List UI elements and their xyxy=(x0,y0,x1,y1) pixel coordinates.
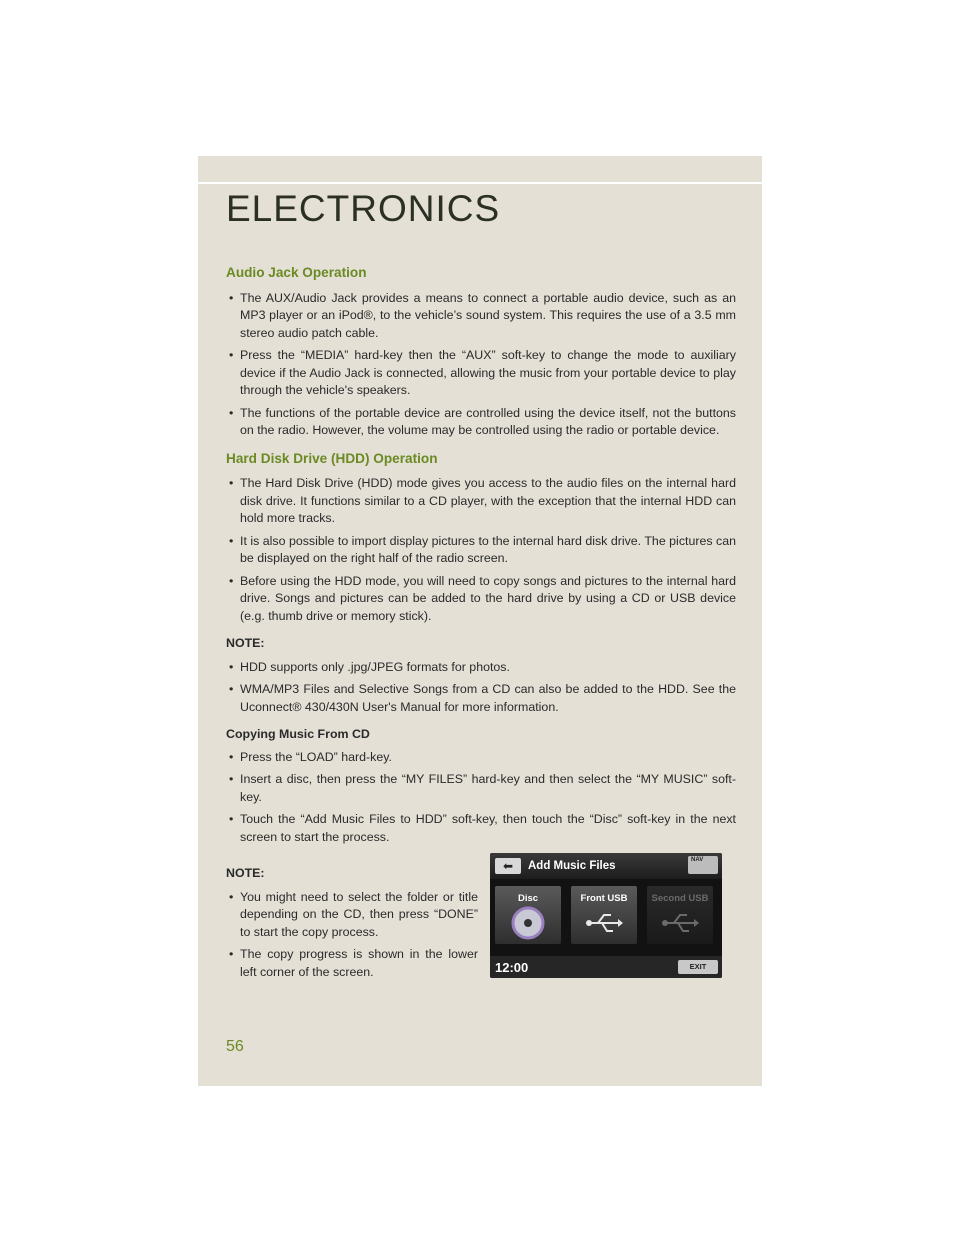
second-usb-tile xyxy=(647,886,713,944)
tile-label: Disc xyxy=(517,893,539,904)
list-item: • The AUX/Audio Jack provides a means to connect a portable audio device, such as an MP3 player or an iPod®, to the vehicle’s sound system. This requires the use of a 3.5 mm stereo audio patch cable. xyxy=(226,290,736,343)
screen-title-bar xyxy=(490,853,722,879)
page-content xyxy=(226,264,736,986)
section-title: ELECTRONICS xyxy=(226,188,501,229)
note-label: NOTE: xyxy=(226,636,265,650)
copy-note-column xyxy=(226,851,478,986)
copy-note-list xyxy=(226,889,478,982)
note-with-screenshot xyxy=(226,851,736,986)
copy-steps-list xyxy=(226,749,736,847)
usb-icon xyxy=(584,906,624,940)
tile-label: Front USB xyxy=(580,893,628,904)
back-arrow-icon: ⬅ xyxy=(502,859,514,873)
list-item: • It is also possible to import display pictures to the internal hard disk drive. The pictures can be displayed on the right half of the radio screen. xyxy=(226,533,736,568)
list-item: • You might need to select the folder or title depending on the CD, then press “DONE” to start the copy process. xyxy=(226,889,478,942)
hdd-note-list xyxy=(226,659,736,717)
list-item: • Touch the “Add Music Files to HDD” soft-key, then touch the “Disc” soft-key in the next screen to start the process. xyxy=(226,811,736,846)
manual-page xyxy=(198,156,762,1086)
radio-screen-image xyxy=(490,853,722,978)
screen-title: Add Music Files xyxy=(528,860,616,872)
audio-jack-list xyxy=(226,290,736,440)
page-number: 56 xyxy=(226,1038,244,1055)
clock: 12:00 xyxy=(495,960,529,975)
list-item: • The Hard Disk Drive (HDD) mode gives you access to the audio files on the internal hard disk drive. It functions similar to a CD player, with the exception that the internal HDD can hold more tracks. xyxy=(226,475,736,528)
list-item: • WMA/MP3 Files and Selective Songs from a CD can also be added to the HDD. See the Uconnect® 430/430N User's Manual for more information. xyxy=(226,681,736,716)
nav-button xyxy=(688,856,718,874)
hdd-list xyxy=(226,475,736,625)
exit-button: EXIT xyxy=(678,960,718,974)
list-item: • The functions of the portable device are controlled using the device itself, not the buttons on the radio. However, the volume may be controlled using the radio or portable device. xyxy=(226,405,736,440)
list-item: • Press the “MEDIA” hard-key then the “AUX” soft-key to change the mode to auxiliary device if the Audio Jack is connected, allowing the music from your portable device to play through the vehicle's speakers. xyxy=(226,347,736,400)
list-item: • Insert a disc, then press the “MY FILES” hard-key and then select the “MY MUSIC” soft-key. xyxy=(226,771,736,806)
disc-tile xyxy=(495,886,561,944)
heading-audio-jack: Audio Jack Operation xyxy=(226,265,367,280)
source-tiles xyxy=(495,886,721,944)
nav-label: NAV xyxy=(691,857,704,863)
list-item: • Before using the HDD mode, you will need to copy songs and pictures to the internal hard drive. Songs and pictures can be added to the hard drive by using a CD or USB device (e.g. thumb drive or memory stick). xyxy=(226,573,736,626)
heading-copying-music: Copying Music From CD xyxy=(226,727,370,741)
disc-icon xyxy=(508,906,548,940)
header-rule xyxy=(198,182,762,184)
tile-label: Second USB xyxy=(651,893,709,904)
front-usb-tile xyxy=(571,886,637,944)
list-item: • Press the “LOAD” hard-key. xyxy=(226,749,736,767)
note-label: NOTE: xyxy=(226,866,265,880)
list-item: • The copy progress is shown in the lower left corner of the screen. xyxy=(226,946,478,981)
back-button xyxy=(495,858,521,874)
screen-status-bar xyxy=(490,956,722,978)
list-item: • HDD supports only .jpg/JPEG formats for photos. xyxy=(226,659,736,677)
heading-hdd: Hard Disk Drive (HDD) Operation xyxy=(226,450,438,466)
usb-icon xyxy=(660,906,700,940)
